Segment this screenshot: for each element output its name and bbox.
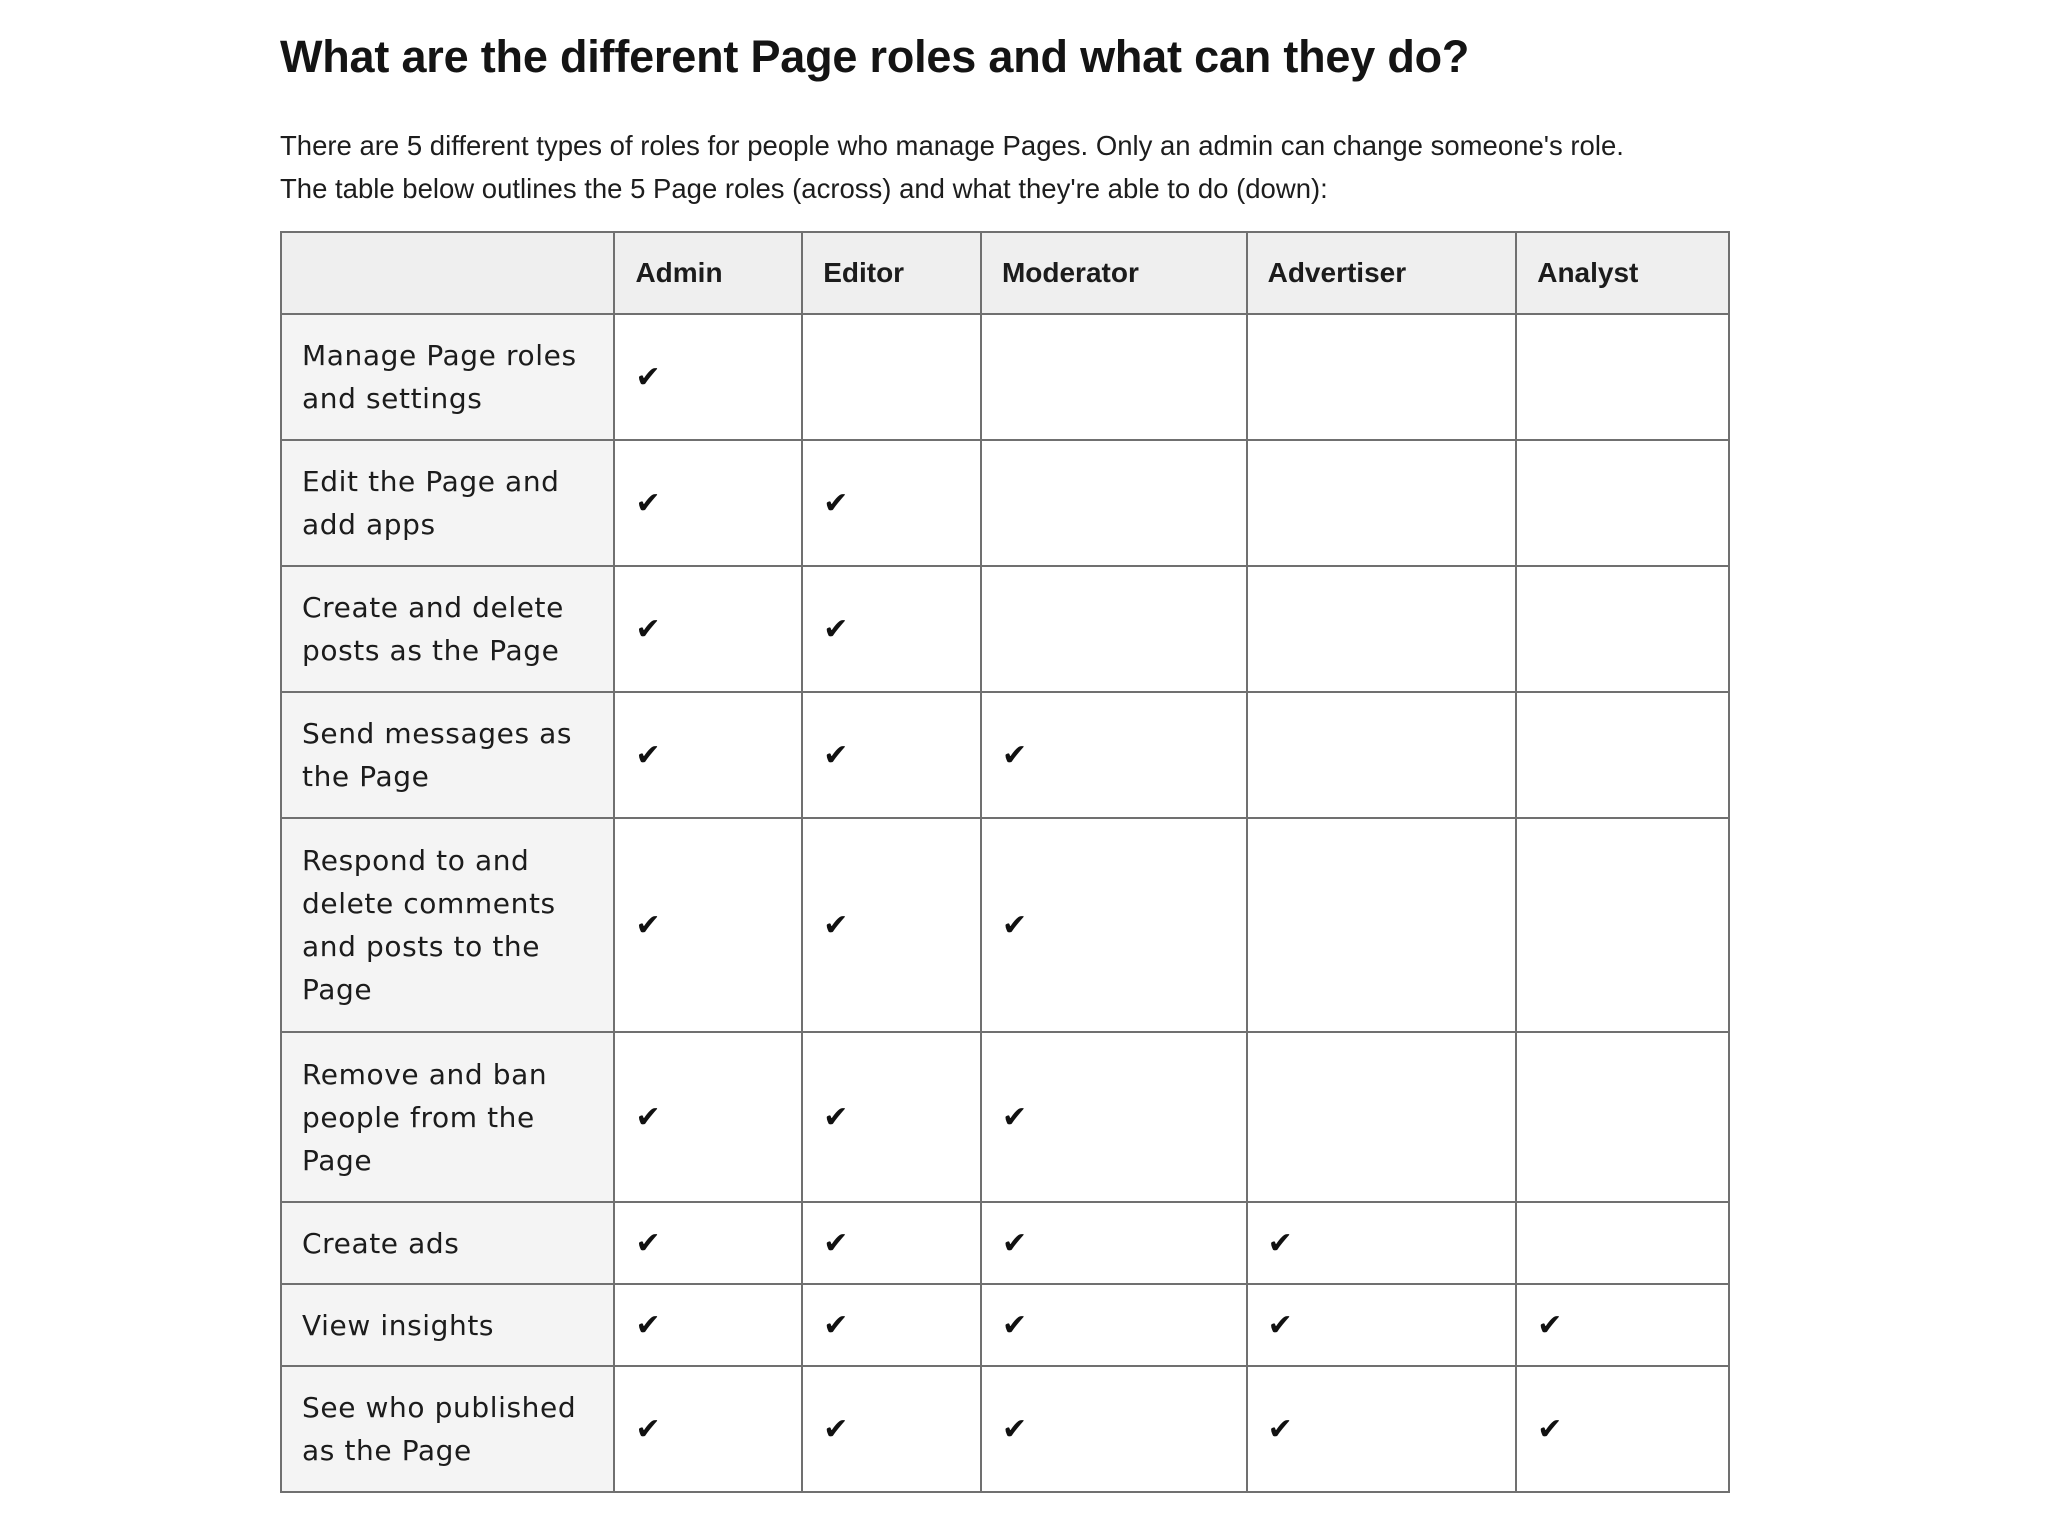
permission-cell	[1247, 1366, 1517, 1492]
permission-cell	[802, 314, 981, 440]
header-analyst: Analyst	[1516, 232, 1729, 314]
header-editor: Editor	[802, 232, 981, 314]
permission-cell	[614, 1032, 802, 1202]
check-icon: ✔	[635, 1411, 661, 1447]
check-icon: ✔	[823, 611, 849, 647]
permission-cell	[1516, 1202, 1729, 1284]
action-label: Manage Page roles and settings	[281, 314, 614, 440]
action-label: Create ads	[281, 1202, 614, 1284]
page-title: What are the different Page roles and what can they do?	[280, 31, 1470, 82]
check-icon: ✔	[1267, 1411, 1293, 1447]
permission-cell	[802, 566, 981, 692]
action-label: Send messages as the Page	[281, 692, 614, 818]
permission-cell	[1516, 692, 1729, 818]
action-label: Respond to and delete comments and posts to the Page	[281, 818, 614, 1032]
permission-cell	[802, 1366, 981, 1492]
check-icon: ✔	[635, 611, 661, 647]
check-icon: ✔	[823, 907, 849, 943]
check-icon: ✔	[635, 737, 661, 773]
header-advertiser: Advertiser	[1247, 232, 1517, 314]
table-row	[281, 440, 1729, 566]
header-admin: Admin	[614, 232, 802, 314]
table-body	[281, 314, 1729, 1492]
article	[280, 28, 1740, 210]
permission-cell	[802, 1202, 981, 1284]
table-row	[281, 818, 1729, 1032]
permission-cell	[981, 818, 1247, 1032]
permission-cell	[981, 1202, 1247, 1284]
permission-cell	[614, 1284, 802, 1366]
action-label: Remove and ban people from the Page	[281, 1032, 614, 1202]
table-row	[281, 1202, 1729, 1284]
check-icon: ✔	[1001, 1099, 1028, 1135]
action-label: See who published as the Page	[281, 1366, 614, 1492]
permission-cell	[1516, 1284, 1729, 1366]
permission-cell	[1516, 1366, 1729, 1492]
permission-cell	[1516, 818, 1729, 1032]
permission-cell	[802, 1284, 981, 1366]
permission-cell	[1247, 314, 1517, 440]
permission-cell	[802, 692, 981, 818]
permission-cell	[1247, 1202, 1517, 1284]
permission-cell	[981, 692, 1247, 818]
permission-cell	[614, 692, 802, 818]
check-icon: ✔	[635, 1307, 661, 1343]
check-icon: ✔	[1001, 1307, 1028, 1343]
action-label: Edit the Page and add apps	[281, 440, 614, 566]
check-icon: ✔	[1001, 737, 1028, 773]
action-label: Create and delete posts as the Page	[281, 566, 614, 692]
table-row	[281, 314, 1729, 440]
check-icon: ✔	[1001, 907, 1028, 943]
check-icon: ✔	[635, 485, 661, 521]
permission-cell	[614, 1366, 802, 1492]
permission-cell	[802, 440, 981, 566]
table-row	[281, 1284, 1729, 1366]
check-icon: ✔	[635, 907, 661, 943]
check-icon: ✔	[1537, 1307, 1563, 1343]
table-row	[281, 1032, 1729, 1202]
permission-cell	[1247, 1284, 1517, 1366]
check-icon: ✔	[823, 1099, 849, 1135]
check-icon: ✔	[823, 485, 849, 521]
intro-line-2: The table below outlines the 5 Page roles (across) and what they're able to do (down):	[280, 173, 1328, 204]
action-label: View insights	[281, 1284, 614, 1366]
permission-cell	[1516, 566, 1729, 692]
header-moderator: Moderator	[981, 232, 1247, 314]
permission-cell	[614, 440, 802, 566]
permission-cell	[1247, 566, 1517, 692]
permission-cell	[614, 314, 802, 440]
permission-cell	[1516, 314, 1729, 440]
table-row	[281, 692, 1729, 818]
permission-cell	[981, 440, 1247, 566]
permission-cell	[1247, 692, 1517, 818]
permission-cell	[981, 1032, 1247, 1202]
permission-cell	[1247, 818, 1517, 1032]
page-roles-table	[280, 231, 1730, 1493]
table-row	[281, 566, 1729, 692]
permission-cell	[981, 314, 1247, 440]
check-icon: ✔	[1001, 1225, 1028, 1261]
permission-cell	[614, 566, 802, 692]
permission-cell	[981, 1284, 1247, 1366]
check-icon: ✔	[635, 1225, 661, 1261]
permission-cell	[802, 818, 981, 1032]
header-corner-cell	[281, 232, 614, 314]
check-icon: ✔	[823, 1307, 849, 1343]
permission-cell	[981, 566, 1247, 692]
check-icon: ✔	[635, 1099, 661, 1135]
table-header-row	[281, 232, 1729, 314]
check-icon: ✔	[1267, 1225, 1293, 1261]
permission-cell	[981, 1366, 1247, 1492]
check-icon: ✔	[1001, 1411, 1028, 1447]
permission-cell	[614, 1202, 802, 1284]
intro-paragraph	[280, 124, 1740, 210]
permission-cell	[1247, 1032, 1517, 1202]
permission-cell	[802, 1032, 981, 1202]
table-row	[281, 1366, 1729, 1492]
permission-cell	[1247, 440, 1517, 566]
check-icon: ✔	[823, 1411, 849, 1447]
permission-cell	[1516, 1032, 1729, 1202]
check-icon: ✔	[823, 1225, 849, 1261]
intro-line-1: There are 5 different types of roles for people who manage Pages. Only an admin can change someone's role.	[280, 130, 1624, 161]
permission-cell	[1516, 440, 1729, 566]
check-icon: ✔	[635, 359, 661, 395]
check-icon: ✔	[1537, 1411, 1563, 1447]
check-icon: ✔	[1267, 1307, 1293, 1343]
check-icon: ✔	[823, 737, 849, 773]
permission-cell	[614, 818, 802, 1032]
